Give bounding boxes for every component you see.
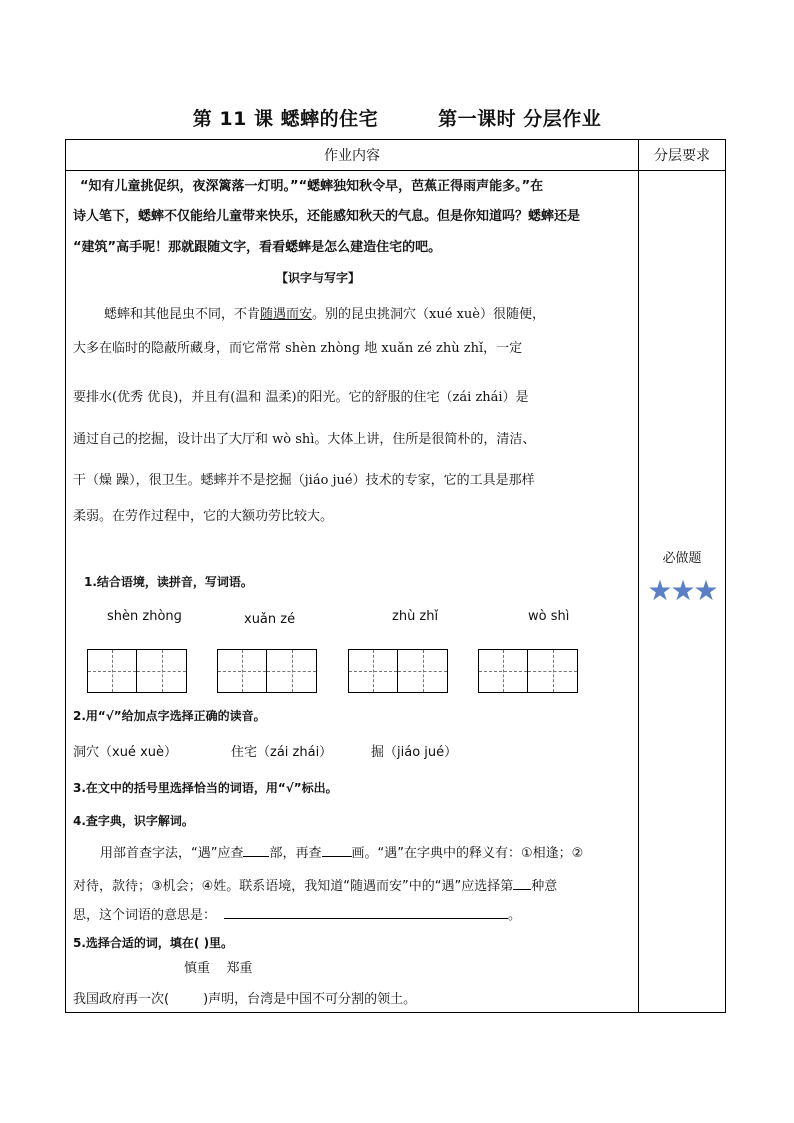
question-3: 3.在文中的括号里选择恰当的词语，用“√”标出。	[73, 781, 338, 795]
content-column-header: 作业内容	[66, 140, 639, 171]
passage-line-1: 蟋蟀和其他昆虫不同，不肯随遇而安。别的昆虫挑洞穴（xué xuè）很随便，	[104, 307, 545, 322]
page-title	[0, 104, 794, 131]
section-heading: 【识字与写字】	[276, 271, 361, 285]
passage-line-3: 要排水(优秀 优良)，并且有(温和 温柔)的阳光。它的舒服的住宅（zái zhái）是	[73, 390, 529, 405]
intro-line-3: “建筑”高手呢！那就跟随文字，看看蟋蟀是怎么建造住宅的吧。	[73, 240, 442, 255]
q2-option-b: 住宅（zái zhái）	[231, 745, 333, 760]
intro-line-1: “知有儿童挑促织，夜深篱落一灯明。”“蟋蟀独知秋令早，芭蕉正得雨声能多。”在	[80, 179, 544, 194]
passage-line-2: 大多在临时的隐蔽所藏身，而它常常 shèn zhònɡ 地 xuǎn zé zhù zhǐ，一定	[73, 341, 523, 356]
pinyin-1: shèn zhònɡ	[107, 609, 182, 624]
q2-option-a: 洞穴（xué xuè）	[73, 745, 177, 760]
q5-word-options: 慎重 郑重	[184, 961, 253, 976]
pinyin-3: zhù zhǐ	[392, 609, 439, 624]
writing-grid-3[interactable]	[348, 649, 448, 693]
q4-paragraph-line-2: 对待，款待；③机会；④姓。联系语境，我知道“随遇而安”中的“遇”应选择第 种意	[73, 879, 558, 894]
required-label: 必做题	[662, 550, 702, 566]
pinyin-4: wò shì	[528, 609, 570, 624]
question-2: 2.用“√”给加点字选择正确的读音。	[73, 709, 266, 723]
underlined-phrase: 随遇而安	[260, 307, 313, 322]
difficulty-stars-icon: ★★★	[647, 573, 717, 607]
q4-paragraph-line-1: 用部首查字法，“遇”应查 部，再查 画。“遇”在字典中的释义有：①相逢；②	[100, 846, 584, 861]
homework-table	[65, 139, 726, 1013]
homework-content	[66, 171, 638, 1012]
intro-line-2: 诗人笔下，蟋蟀不仅能给儿童带来快乐，还能感知秋天的气息。但是你知道吗？蟋蟀还是	[73, 209, 581, 224]
passage-line-5: 干（燥 躁），很卫生。蟋蟀并不是挖掘（jiáo jué）技术的专家，它的工具是那样	[73, 473, 535, 488]
requirement-column-header: 分层要求	[639, 140, 726, 171]
question-5: 5.选择合适的词，填在( )里。	[73, 936, 234, 950]
writing-grid-4[interactable]	[478, 649, 578, 693]
question-4: 4.查字典，识字解词。	[73, 814, 194, 828]
passage-line-6: 柔弱。在劳作过程中，它的大额功劳比较大。	[73, 509, 334, 524]
blank-stroke-count[interactable]	[322, 856, 352, 857]
writing-grid-2[interactable]	[217, 649, 317, 693]
lesson-subtitle: 第一课时 分层作业	[438, 108, 602, 130]
writing-grid-1[interactable]	[87, 649, 187, 693]
q4-paragraph-line-3: 思，这个词语的意思是： 。	[73, 908, 522, 923]
q5-sentence: 我国政府再一次( )声明，台湾是中国不可分割的领土。	[73, 992, 417, 1007]
question-1: 1.结合语境，读拼音，写词语。	[84, 575, 253, 589]
pinyin-2: xuǎn zé	[244, 612, 296, 627]
blank-meaning-number[interactable]	[513, 889, 531, 890]
blank-radical[interactable]	[243, 856, 269, 857]
passage-line-4: 通过自己的挖掘，设计出了大厅和 wò shì。大体上讲，住所是很简朴的，清洁、	[73, 432, 536, 447]
q2-option-c: 掘（jiáo jué）	[371, 745, 458, 760]
blank-word-meaning[interactable]	[224, 918, 508, 919]
lesson-title: 第 11 课 蟋蟀的住宅	[192, 108, 379, 130]
requirement-cell	[639, 171, 726, 1013]
